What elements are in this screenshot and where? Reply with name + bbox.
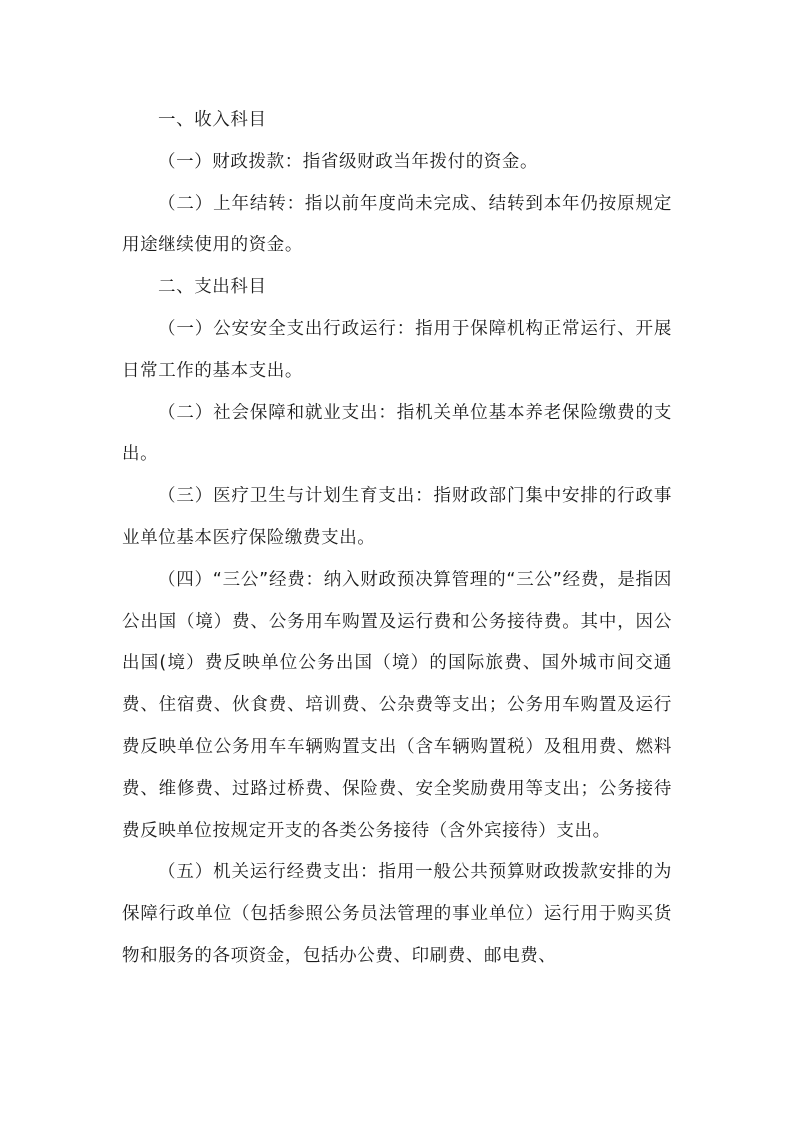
item-expense-operating: （五）机关运行经费支出：指用一般公共预算财政拨款安排的为保障行政单位（包括参照公务员法管理的事业单位）运行用于购买货物和服务的各项资金，包括办公费、印刷费、邮电费、 [122, 862, 672, 966]
item-income-carryover: （二）上年结转：指以前年度尚未完成、结转到本年仍按原规定用途继续使用的资金。 [122, 193, 672, 256]
heading-income: 一、收入科目 [158, 110, 267, 130]
item-expense-social-security: （二）社会保障和就业支出：指机关单位基本养老保险缴费的支出。 [122, 402, 672, 465]
document-body [122, 100, 672, 978]
item-income-fiscal-appropriation: （一）财政拨款：指省级财政当年拨付的资金。 [158, 151, 539, 172]
item-expense-medical: （三）医疗卫生与计划生育支出：指财政部门集中安排的行政事业单位基本医疗保险缴费支出。 [122, 486, 672, 548]
heading-expense: 二、支出科目 [158, 277, 267, 298]
item-expense-three-public: （四）“三公”经费：纳入财政预决算管理的“三公”经费，是指因公出国（境）费、公务用车购置及运行费和公务接待费。其中，因公出国(境）费反映单位公务出国（境）的国际旅费、国外城市间交通费、住宿费、伙食费、培训费、公杂费等支出；公务用车购置及运行费反映单位公务用车车辆购置支出（含车辆购置税）及租用费、燃料费、维修费、过路过桥费、保险费、安全奖励费用等支出；公务接待费反映单位按规定开支的各类公务接待（含外宾接待）支出。 [122, 569, 672, 841]
item-expense-public-security: （一）公安安全支出行政运行：指用于保障机构正常运行、开展日常工作的基本支出。 [122, 318, 672, 381]
